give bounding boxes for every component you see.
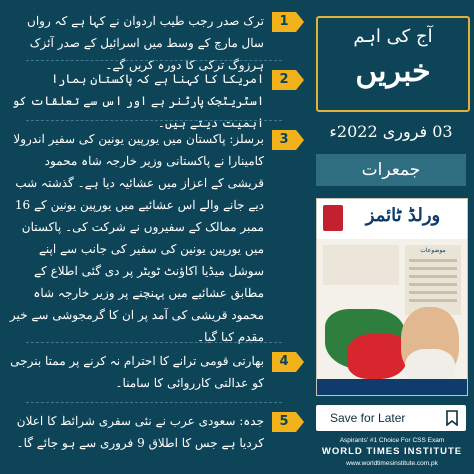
toc-line [409,299,457,302]
title-top: آج کی اہم [353,26,433,47]
day-label: جمعرات [361,160,421,180]
tagline: Aspirants' #1 Choice For CSS Exam [339,437,445,444]
divider [26,120,282,121]
right-panel [306,0,474,474]
news-list [6,10,306,465]
news-text: جدہ: سعودی عرب نے نئی سفری شرائط کا اعلان کردیا ہے جس کا اطلاق 9 فروری سے ہو جائے گا۔ [16,414,264,450]
save-for-later-button[interactable] [316,405,466,431]
toc-line [409,283,457,286]
map-illustration-red [347,334,407,379]
toc-line [409,291,457,294]
news-number: 3 [272,130,296,150]
magazine-header [317,199,467,239]
day-bar [316,154,466,186]
magazine-logo: ورلڈ ٹائمز [365,205,441,226]
news-text: امریکا کا کہنا ہے کہ پاکستان ہمارا اسٹریٹجک پارٹنر ہے اور اس سے تعلقات کو اہمیت دیتے ہیں۔ [12,72,264,130]
toc-line [409,275,457,278]
divider [26,402,282,403]
news-text: بھارتی قومی ترانے کا احترام نہ کرنے پر ممتا بنرجی کو عدالتی کارروائی کا سامنا۔ [10,354,264,390]
toc-line [409,259,457,262]
brand-url[interactable]: www.worldtimesinstitute.com.pk [346,460,438,467]
divider [26,60,282,61]
divider [26,342,282,343]
magazine-toc-title: موضوعات [420,247,446,254]
news-text: برسلز: پاکستان میں یورپین یونین کی سفیر اندرولا کامینارا نے پاکستانی وزیر خارجہ شاہ محمود قریشی کے اعزاز میں عشائیہ دیا ہے۔ گذشتہ شب دیے جانے والے اس عشائیے میں یورپین یونین کے 16 ممبر ممالک کے سفیروں نے شرکت کی۔ پاکستان میں یورپین یونین کی سفیر کی جانب سے اپنے سوشل میڈیا اکاؤنٹ ٹویٹر پر دی گئی اطلاع کے مطابق عشائیے میں پہنچنے پر وزیر خارجہ شاہ محمود قریشی کی آمد پر ان کا گرمجوشی سے خیر مقدم کیا گیا۔ [9,132,264,344]
news-number: 4 [272,352,296,372]
date-label: 03 فروری 2022ء [329,122,453,141]
brand-name: WORLD TIMES INSTITUTE [321,446,463,457]
title-frame [316,16,470,112]
news-number: 5 [272,412,296,432]
magazine-toc [405,245,461,315]
news-text: ترک صدر رجب طیب اردوان نے کہا ہے کہ رواں سال مارچ کے وسط میں اسرائیل کے صدر آئزک ہرزوگ ترکی کا دورہ کریں گے۔ [27,14,264,72]
news-number: 2 [272,70,296,90]
magazine-side-panel [323,245,399,285]
news-number: 1 [272,12,296,32]
save-label: Save for Later [330,411,406,425]
magazine-badge-icon [323,205,343,231]
magazine-footer [317,379,467,395]
page-title: خبریں [355,54,431,89]
bookmark-icon [446,410,458,426]
magazine-cover[interactable] [316,198,468,396]
toc-line [409,267,457,270]
